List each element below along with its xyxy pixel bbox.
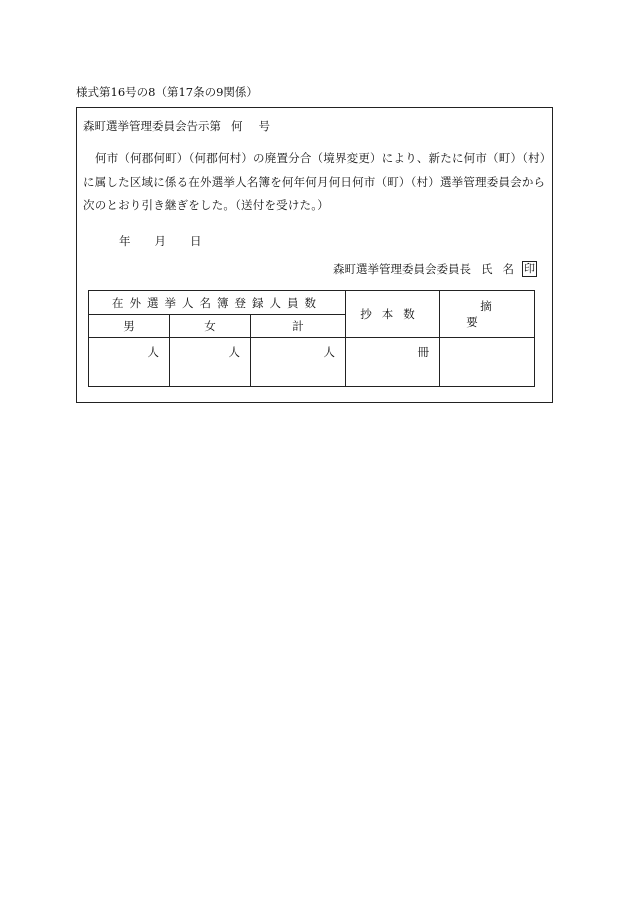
female-header: 女 bbox=[170, 315, 251, 338]
name-label-first: 氏 bbox=[481, 262, 493, 276]
table-row bbox=[89, 338, 535, 387]
register-count-table bbox=[88, 290, 535, 387]
date-month-label: 月 bbox=[154, 234, 166, 248]
copies-count-cell bbox=[346, 338, 440, 387]
total-header: 計 bbox=[251, 315, 346, 338]
copies-header: 抄本数 bbox=[346, 291, 440, 338]
notice-title-suffix: 号 bbox=[258, 119, 270, 133]
form-number-caption: 様式第16号の8（第17条の9関係） bbox=[76, 85, 258, 99]
date-year-label: 年 bbox=[119, 234, 131, 248]
total-unit: 人 bbox=[323, 345, 335, 359]
female-count-cell bbox=[170, 338, 251, 387]
registered-count-header: 在外選挙人名簿登録人員数 bbox=[89, 291, 346, 315]
signature-line bbox=[333, 261, 537, 277]
signatory-title: 森町選挙管理委員会委員長 bbox=[333, 262, 471, 276]
male-count-cell bbox=[89, 338, 170, 387]
remarks-cell bbox=[440, 338, 535, 387]
seal-mark: 印 bbox=[524, 262, 535, 275]
notice-body-text: 何市（何郡何町）（何郡何村）の廃置分合（境界変更）により、新たに何市（町）（村）に属した区域に係る在外選挙人名簿を何年何月何日何市（町）（村）選挙管理委員会から次のとおり引き継ぎをした。（送付を受けた。） bbox=[83, 151, 546, 212]
notice-title-prefix: 森町選挙管理委員会告示第 bbox=[83, 119, 221, 133]
remarks-header: 摘要 bbox=[440, 291, 535, 338]
notice-number-placeholder: 何 bbox=[231, 119, 243, 133]
name-label-second: 名 bbox=[502, 262, 514, 276]
copies-unit: 冊 bbox=[417, 345, 429, 359]
notice-frame bbox=[76, 107, 553, 403]
notice-title bbox=[83, 118, 270, 134]
male-header: 男 bbox=[89, 315, 170, 338]
male-unit: 人 bbox=[147, 345, 159, 359]
female-unit: 人 bbox=[228, 345, 240, 359]
date-line bbox=[119, 233, 202, 249]
date-day-label: 日 bbox=[190, 234, 202, 248]
total-count-cell bbox=[251, 338, 346, 387]
